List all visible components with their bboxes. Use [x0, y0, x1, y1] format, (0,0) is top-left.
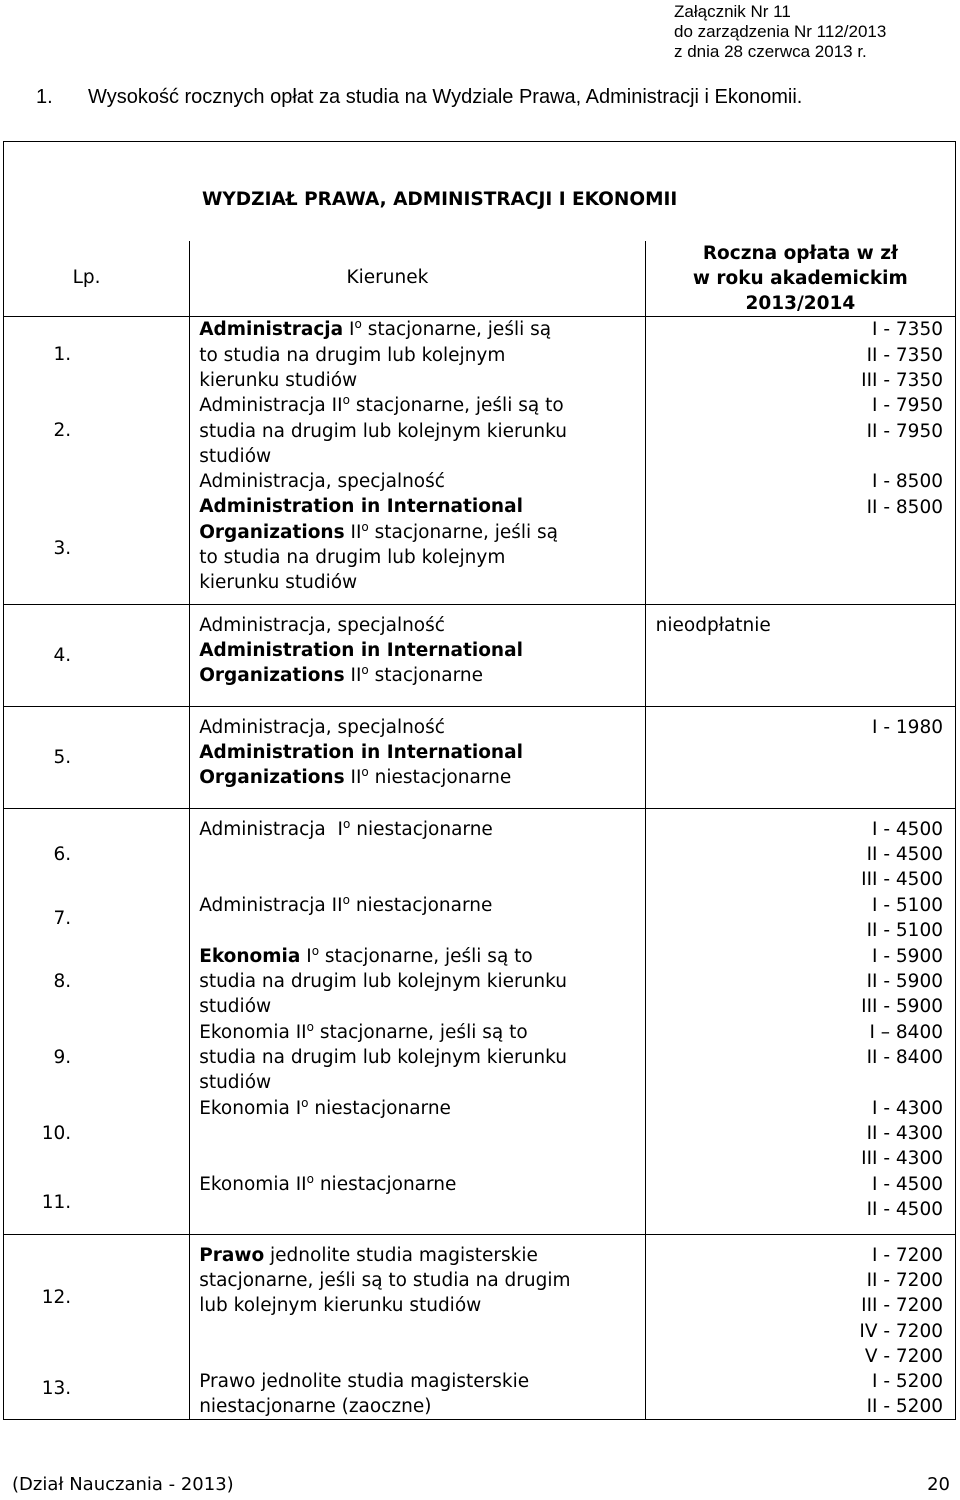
- lp-3: 3.: [53, 538, 72, 560]
- annex-line-3: z dnia 28 czerwca 2013 r.: [674, 42, 867, 61]
- direction-cell: [190, 1234, 645, 1419]
- annex-line-2: do zarządzenia Nr 112/2013: [674, 22, 887, 41]
- direction-cell: [190, 808, 645, 1234]
- section-heading: [36, 86, 802, 109]
- direction-12: Prawo jednolite studia magisterskie stacjonarne, jeśli są to studia na drugim lub kolejnym kierunku studiów: [199, 1244, 571, 1317]
- fee-8: I - 5900 II - 5900 III - 5900: [861, 945, 943, 1018]
- header-fee: [645, 241, 955, 317]
- direction-1: Administracja $I^o$ stacjonarne, jeśli są to studia na drugim lub kolejnym kierunku studiów: [199, 317, 552, 391]
- direction-3: Administracja, specjalność Administration in International Organizations $II^o$ stacjonarne, jeśli są to studia na drugim lub kolejnym kierunku studiów: [199, 471, 559, 594]
- lp-2: 2.: [53, 420, 72, 442]
- fees-table: [3, 141, 956, 1420]
- lp-5: 5.: [4, 706, 190, 808]
- table-header-row: [4, 241, 956, 317]
- lp-11: 11.: [41, 1191, 72, 1213]
- table-row: [4, 706, 956, 808]
- fee-cell: [645, 317, 955, 604]
- direction-10: Ekonomia $I^o$ niestacjonarne: [199, 1095, 451, 1119]
- lp-9: 9.: [53, 1046, 72, 1068]
- table-title: WYDZIAŁ PRAWA, ADMINISTRACJI I EKONOMII: [4, 142, 956, 241]
- fee-2: I - 7950 II - 7950: [866, 395, 943, 442]
- fee-9: I – 8400 II - 8400: [866, 1021, 943, 1068]
- direction-9: Ekonomia $II^o$ stacjonarne, jeśli są to studia na drugim lub kolejnym kierunku studiów: [199, 1019, 567, 1094]
- fee-10: I - 4300 II - 4300 III - 4300: [861, 1097, 943, 1170]
- lp-cell: [4, 808, 190, 1234]
- lp-12: 12.: [41, 1286, 72, 1308]
- header-lp: Lp.: [4, 241, 190, 317]
- table-title-row: [4, 142, 956, 241]
- lp-7: 7.: [53, 907, 72, 929]
- fee-7: I - 5100 II - 5100: [866, 894, 943, 941]
- lp-1: 1.: [53, 344, 72, 366]
- direction-4: Administracja, specjalność Administration in International Organizations $II^o$ stacjonarne: [190, 604, 645, 706]
- lp-6: 6.: [53, 843, 72, 865]
- direction-7: Administracja $II^o$ niestacjonarne: [199, 892, 493, 916]
- section-number: 1.: [36, 86, 53, 108]
- table-row: [4, 317, 956, 604]
- fee-12: I - 7200 II - 7200 III - 7200 IV - 7200 V - 7200: [859, 1244, 943, 1367]
- lp-13: 13.: [41, 1377, 72, 1399]
- fee-6: I - 4500 II - 4500 III - 4500: [861, 818, 943, 891]
- direction-cell: [190, 317, 645, 604]
- direction-1-name: Administracja: [199, 319, 344, 341]
- header-fee-line-1: Roczna opłata w zł: [702, 242, 898, 264]
- annex-line-1: Załącznik Nr 11: [674, 2, 791, 21]
- lp-cell: [4, 317, 190, 604]
- fee-1: I - 7350 II - 7350 III - 7350: [861, 319, 943, 391]
- lp-4: 4.: [4, 604, 190, 706]
- footer-department: (Dział Nauczania - 2013): [12, 1474, 234, 1495]
- lp-10: 10.: [41, 1122, 72, 1144]
- fee-11: I - 4500 II - 4500: [866, 1173, 943, 1220]
- direction-8: Ekonomia $I^o$ stacjonarne, jeśli są to studia na drugim lub kolejnym kierunku studiów: [199, 943, 567, 1018]
- direction-13: Prawo jednolite studia magisterskie niestacjonarne (zaoczne): [199, 1370, 530, 1417]
- table-row: [4, 1234, 956, 1419]
- table-row: [4, 604, 956, 706]
- header-fee-line-2: w roku akademickim: [692, 267, 908, 289]
- fee-5: I - 1980: [645, 706, 955, 808]
- header-fee-line-3: 2013/2014: [745, 293, 856, 315]
- direction-11: Ekonomia $II^o$ niestacjonarne: [199, 1171, 457, 1195]
- section-title: Wysokość rocznych opłat za studia na Wydziale Prawa, Administracji i Ekonomii.: [88, 86, 803, 108]
- direction-6: Administracja $I^o$ niestacjonarne: [199, 816, 493, 840]
- lp-8: 8.: [53, 970, 72, 992]
- page-number: 20: [927, 1474, 950, 1495]
- table-row: [4, 808, 956, 1234]
- fee-13: I - 5200 II - 5200: [866, 1370, 943, 1417]
- fee-cell: [645, 1234, 955, 1419]
- annex-note: [674, 2, 886, 62]
- direction-2: Administracja $II^o$ stacjonarne, jeśli są to studia na drugim lub kolejnym kierunku studiów: [199, 393, 567, 467]
- lp-cell: [4, 1234, 190, 1419]
- fee-4: nieodpłatnie: [645, 604, 955, 706]
- header-direction: Kierunek: [190, 241, 645, 317]
- direction-5: Administracja, specjalność Administration in International Organizations $II^o$ niestacjonarne: [190, 706, 645, 808]
- fee-3: I - 8500 II - 8500: [866, 471, 943, 518]
- fee-cell: [645, 808, 955, 1234]
